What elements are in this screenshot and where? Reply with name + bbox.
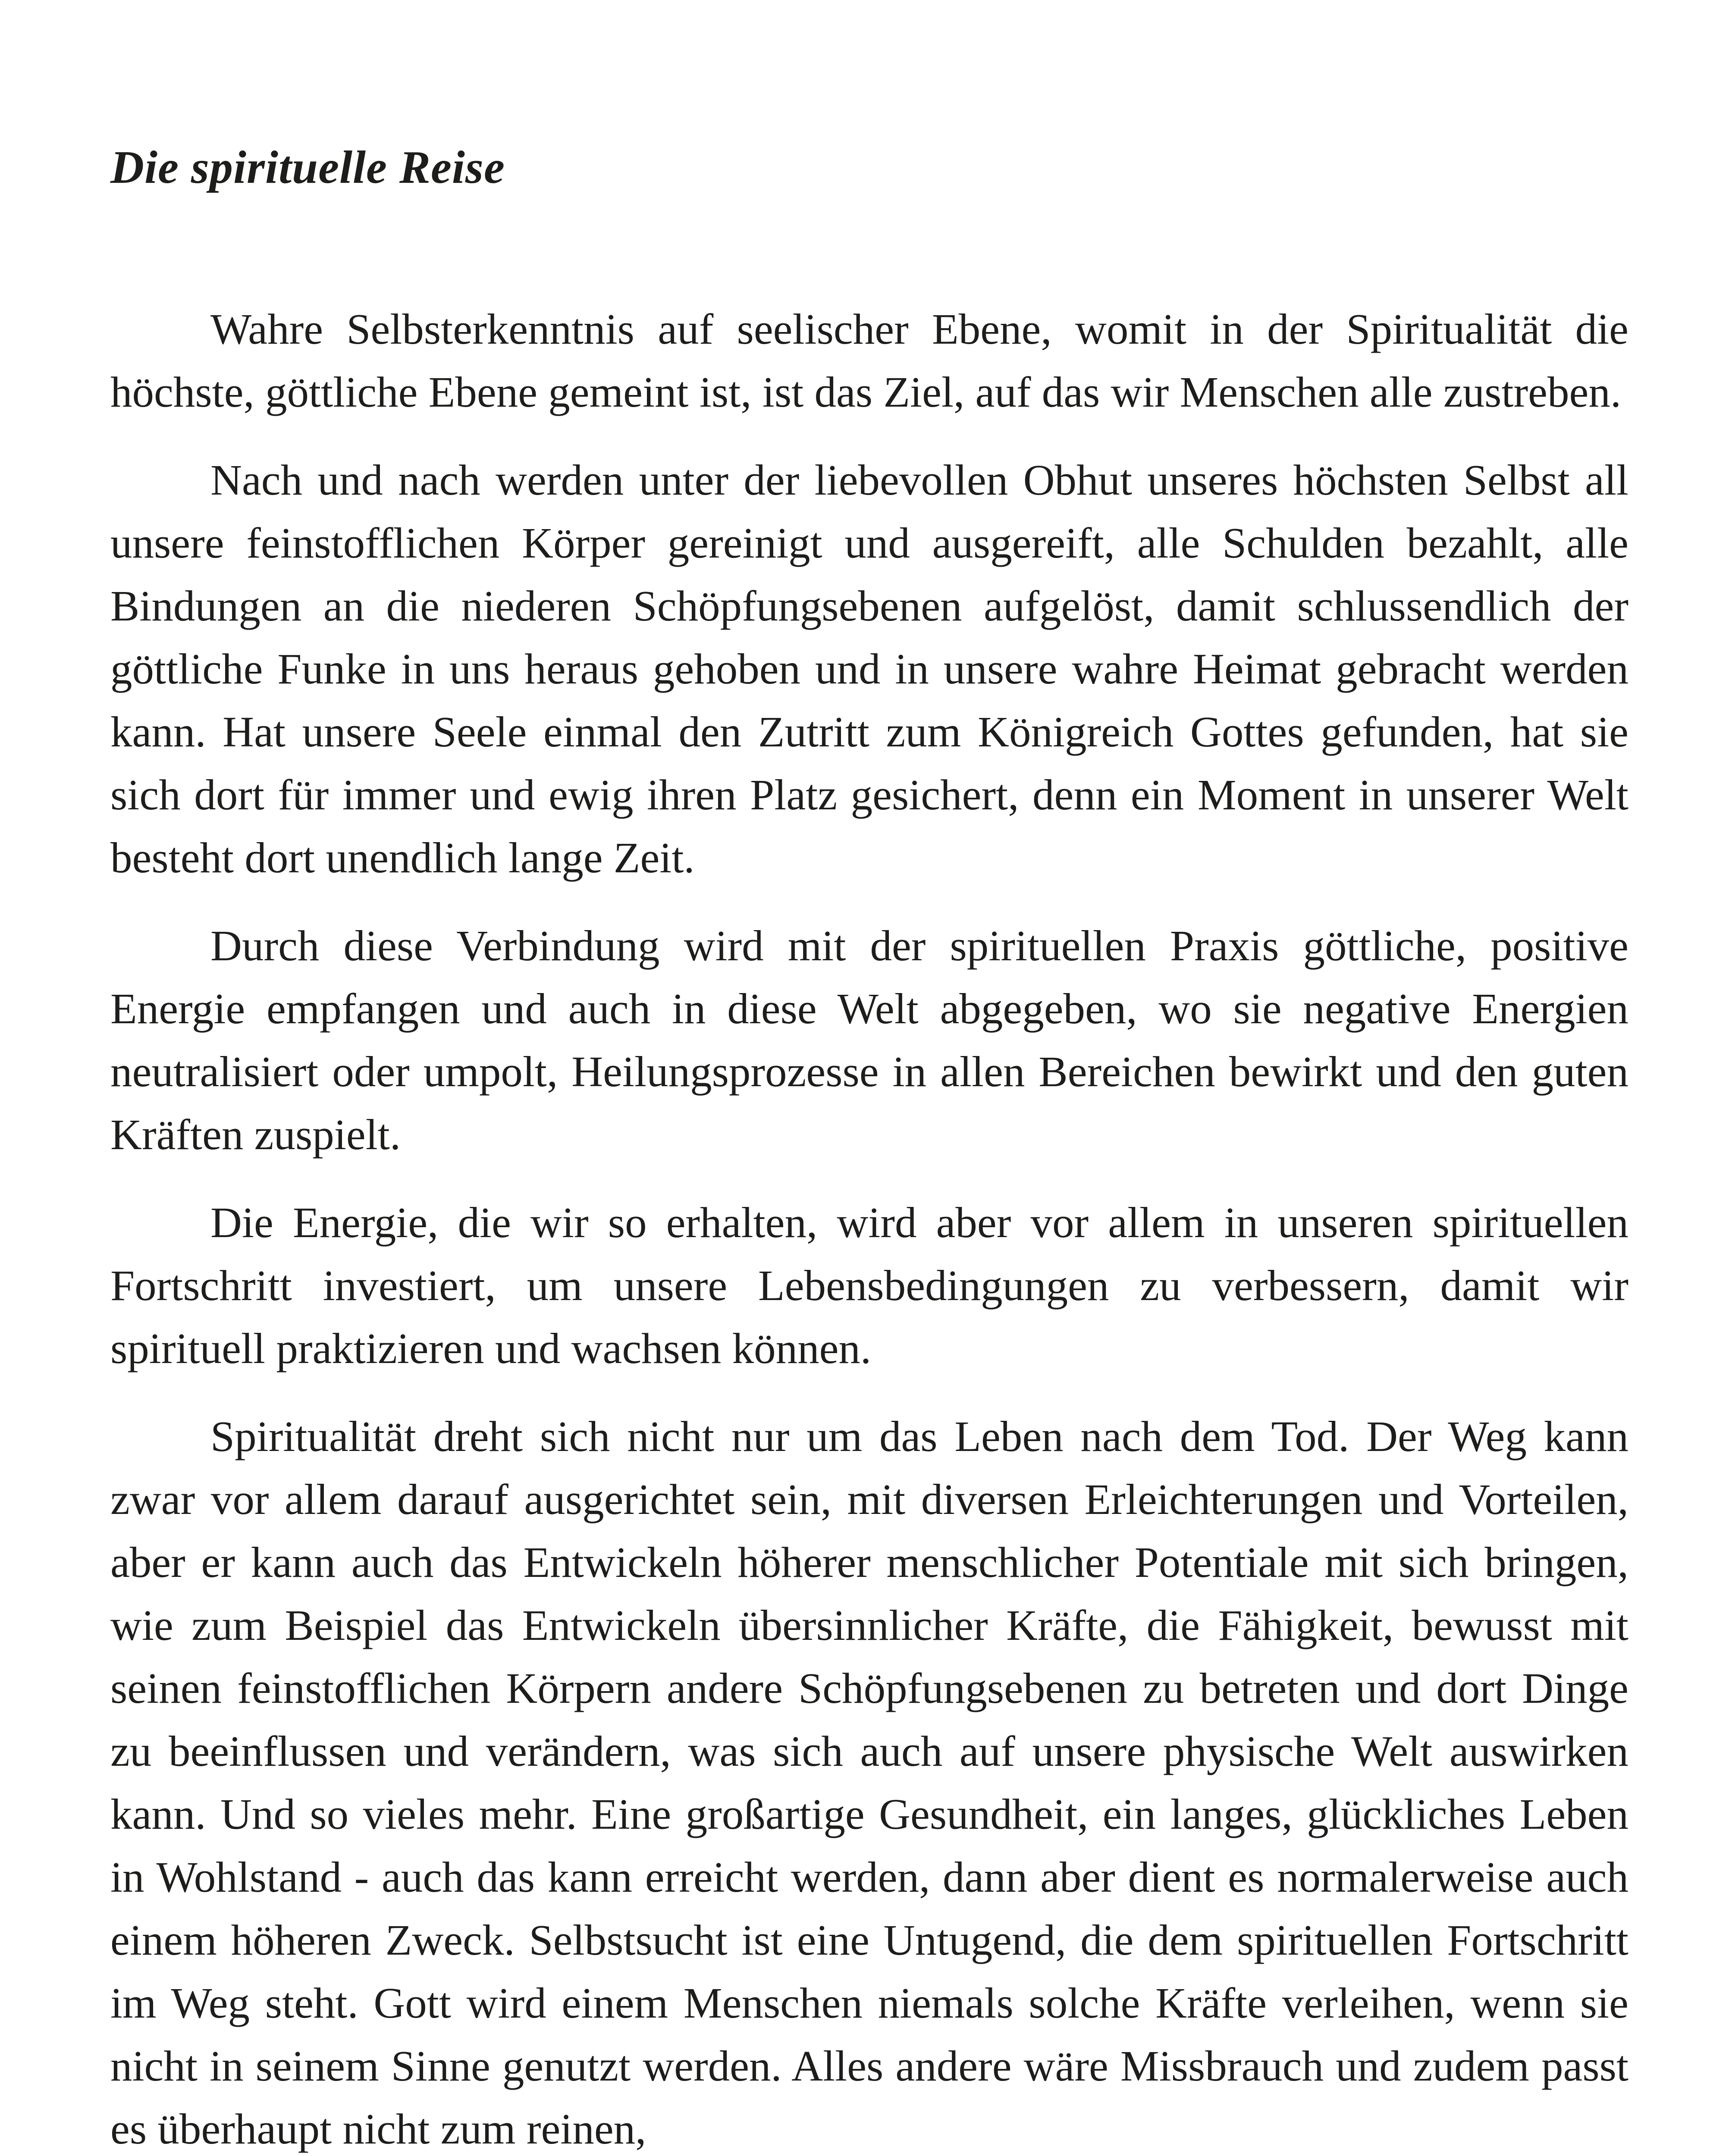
paragraph: Wahre Selbsterkenntnis auf seelischer Ebene, womit in der Spiritualität die höchste, göttliche Ebene gemeint ist, ist das Ziel, auf das wir Menschen alle zustreben. <box>110 305 1628 416</box>
paragraph: Nach und nach werden unter der liebevollen Obhut unseres höchsten Selbst all unsere feinstofflichen Körper gereinigt und ausgereift, alle Schulden bezahlt, alle Bindungen an die niederen Schöpfungsebenen aufgelöst, damit schlussendlich der göttliche Funke in uns heraus gehoben und in unsere wahre Heimat gebracht werden kann. Hat unsere Seele einmal den Zutritt zum Königreich Gottes gefunden, hat sie sich dort für immer und ewig ihren Platz gesichert, denn ein Moment in unserer Welt besteht dort unendlich lange Zeit. <box>110 456 1628 882</box>
paragraph: Durch diese Verbindung wird mit der spirituellen Praxis göttliche, positive Energie empfangen und auch in diese Welt abgegeben, wo sie negative Energien neutralisiert oder umpolt, Heilungsprozesse in allen Bereichen bewirkt und den guten Kräften zuspielt. <box>110 921 1628 1159</box>
body-text <box>110 298 1628 2156</box>
paragraph: Spiritualität dreht sich nicht nur um das Leben nach dem Tod. Der Weg kann zwar vor allem darauf ausgerichtet sein, mit diversen Erleichterungen und Vorteilen, aber er kann auch das Entwickeln höherer menschlicher Potentiale mit sich bringen, wie zum Beispiel das Entwickeln übersinnlicher Kräfte, die Fähigkeit, bewusst mit seinen feinstofflichen Körpern andere Schöpfungsebenen zu betreten und dort Dinge zu beeinflussen und verändern, was sich auch auf unsere physische Welt auswirken kann. Und so vieles mehr. Eine großartige Gesundheit, ein langes, glückliches Leben in Wohlstand - auch das kann erreicht werden, dann aber dient es normalerweise auch einem höheren Zweck. Selbstsucht ist eine Untugend, die dem spirituellen Fortschritt im Weg steht. Gott wird einem Menschen niemals solche Kräfte verleihen, wenn sie nicht in seinem Sinne genutzt werden. Alles andere wäre Missbrauch und zudem passt es überhaupt nicht zum reinen, <box>110 1412 1628 2153</box>
paragraph: Die Energie, die wir so erhalten, wird aber vor allem in unseren spirituellen Fortschritt investiert, um unsere Lebensbedingungen zu verbessern, damit wir spirituell praktizieren und wachsen können. <box>110 1198 1628 1373</box>
chapter-title: Die spirituelle Reise <box>110 142 505 193</box>
